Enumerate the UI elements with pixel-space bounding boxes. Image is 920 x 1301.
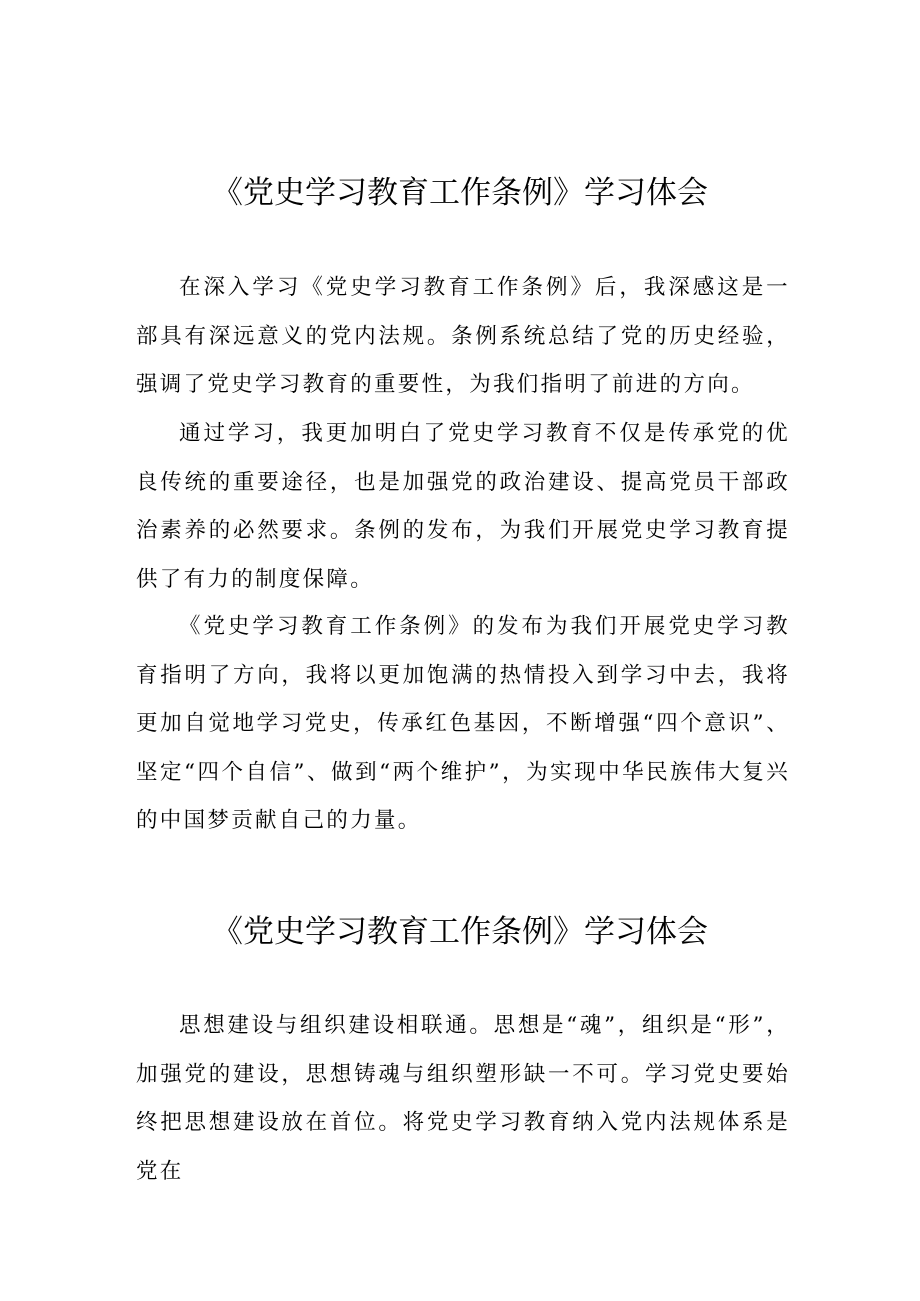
section-1-title: 《党史学习教育工作条例》学习体会 [212, 175, 708, 211]
section-1-paragraph-1: 在深入学习《党史学习教育工作条例》后，我深感这是一部具有深远意义的党内法规。条例系统总结了党的历史经验，强调了党史学习教育的重要性，为我们指明了前进的方向。 [136, 275, 790, 397]
section-1-paragraph-3: 《党史学习教育工作条例》的发布为我们开展党史学习教育指明了方向，我将以更加饱满的热情投入到学习中去，我将更加自觉地学习党史，传承红色基因，不断增强“四个意识”、坚定“四个自信”、做到“两个维护”，为实现中华民族伟大复兴的中国梦贡献自己的力量。 [136, 614, 790, 833]
section-2-paragraph-1: 思想建设与组织建设相联通。思想是“魂”，组织是“形”，加强党的建设，思想铸魂与组织塑形缺一不可。学习党史要始终把思想建设放在首位。将党史学习教育纳入党内法规体系是党在 [136, 1013, 790, 1184]
section-1-paragraph-2: 通过学习，我更加明白了党史学习教育不仅是传承党的优良传统的重要途径，也是加强党的政治建设、提高党员干部政治素养的必然要求。条例的发布，为我们开展党史学习教育提供了有力的制度保障。 [136, 421, 790, 592]
section-2-title: 《党史学习教育工作条例》学习体会 [212, 914, 708, 950]
